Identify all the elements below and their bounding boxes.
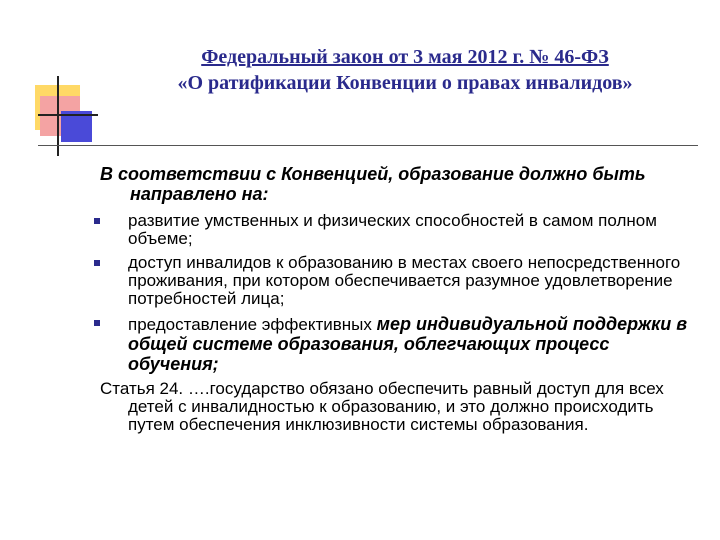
title-line-1: Федеральный закон от 3 мая 2012 г. № 46-ФЗ <box>201 46 609 68</box>
title-line-2: «О ратификации Конвенции о правах инвалидов» <box>177 72 633 94</box>
bullet-square-icon <box>94 260 100 266</box>
list-item <box>100 212 700 248</box>
article-text: Статья 24. ….государство обязано обеспечить равный доступ для всех детей с инвалидностью к образованию, и это должно происходить путем обеспечения инклюзивности системы образования. <box>100 379 664 434</box>
bullet-square-icon <box>94 218 100 224</box>
bullet-text: развитие умственных и физических способностей в самом полном объеме; <box>128 211 657 248</box>
list-item <box>100 254 700 308</box>
slide-body <box>100 164 700 434</box>
title-divider <box>38 145 698 146</box>
bullet-emphasis: мер индивидуальной поддержки в общей системе образования, облегчающих процесс обучения; <box>128 314 688 374</box>
bullet-square-icon <box>94 320 100 326</box>
list-item <box>100 314 700 374</box>
bullet-text: доступ инвалидов к образованию в местах своего непосредственного проживания, при котором обеспечивается разумное удовлетворение потребностей лица; <box>128 253 681 308</box>
decor-horizontal-line <box>38 114 98 116</box>
bullet-text: предоставление эффективных <box>128 315 377 334</box>
decor-vertical-line <box>57 76 59 156</box>
intro-text: В соответствии с Конвенцией, образование должно быть направлено на: <box>100 164 646 204</box>
slide-title <box>105 44 705 96</box>
bullet-list <box>100 212 700 374</box>
